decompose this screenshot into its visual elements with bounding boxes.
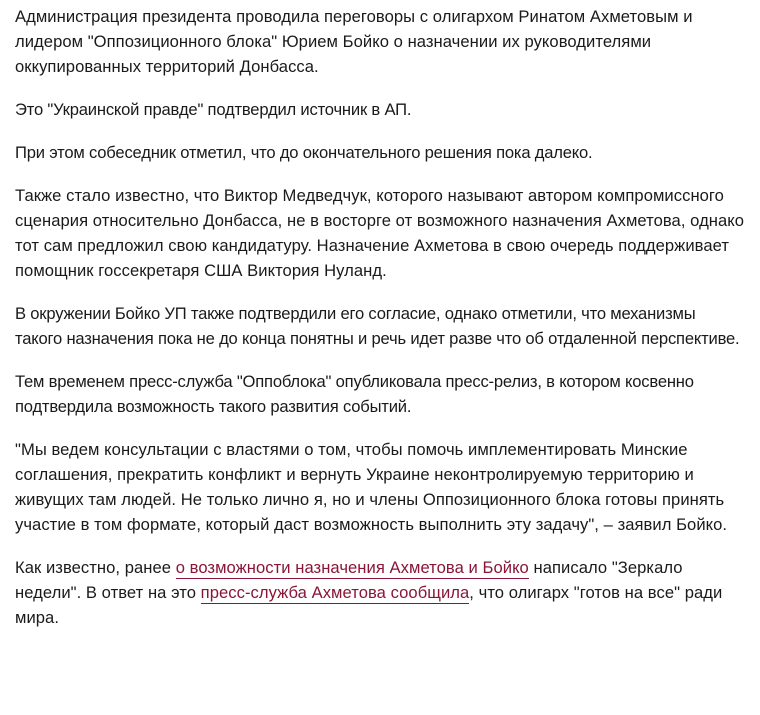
paragraph-conclusion [15, 555, 746, 630]
paragraph-interlocutor: При этом собеседник отметил, что до окончательного решения пока далеко. [15, 143, 593, 162]
link-appointment-possibility[interactable]: о возможности назначения Ахметова и Бойко [175, 558, 529, 577]
paragraph-source: Это "Украинской правде" подтвердил источник в АП. [15, 100, 412, 119]
paragraph-boyko-circle: В окружении Бойко УП также подтвердили его согласие, однако отметили, что механизмы такого назначения пока не до конца понятны и речь идет разве что об отдаленной перспективе. [15, 304, 740, 348]
link-akhmetov-press-service[interactable]: пресс-служба Ахметова сообщила [200, 583, 470, 602]
paragraph-quote: "Мы ведем консультации с властями о том, чтобы помочь имплементировать Минские соглашения, прекратить конфликт и вернуть Украине неконтролируемую территорию и живущих там людей. Не только лично я, но и члены Оппозиционного блока готовы принять участие в том формате, который даст возможность выполнить эту задачу", – заявил Бойко. [15, 440, 728, 534]
paragraph-lead: Администрация президента проводила переговоры с олигархом Ринатом Ахметовым и лидером "Оппозиционного блока" Юрием Бойко о назначении их руководителями оккупированных территорий Донбасса. [15, 7, 693, 76]
paragraph-medvedchuk: Также стало известно, что Виктор Медведчук, которого называют автором компромиссного сценария относительно Донбасса, не в восторге от возможного назначения Ахметова, однако тот сам предложил свою кандидатуру. Назначение Ахметова в свою очередь поддерживает помощник госсекретаря США Виктория Нуланд. [15, 186, 745, 280]
conclusion-text-middle: написало "Зеркало недели". В ответ на это [15, 558, 683, 602]
conclusion-text-end: , что олигарх "готов на все" ради мира. [15, 583, 723, 627]
paragraph-press-release: Тем временем пресс-служба "Оппоблока" опубликовала пресс-релиз, в котором косвенно подтвердила возможность такого развития событий. [15, 372, 694, 416]
conclusion-text-start: Как известно, ранее [15, 558, 176, 577]
